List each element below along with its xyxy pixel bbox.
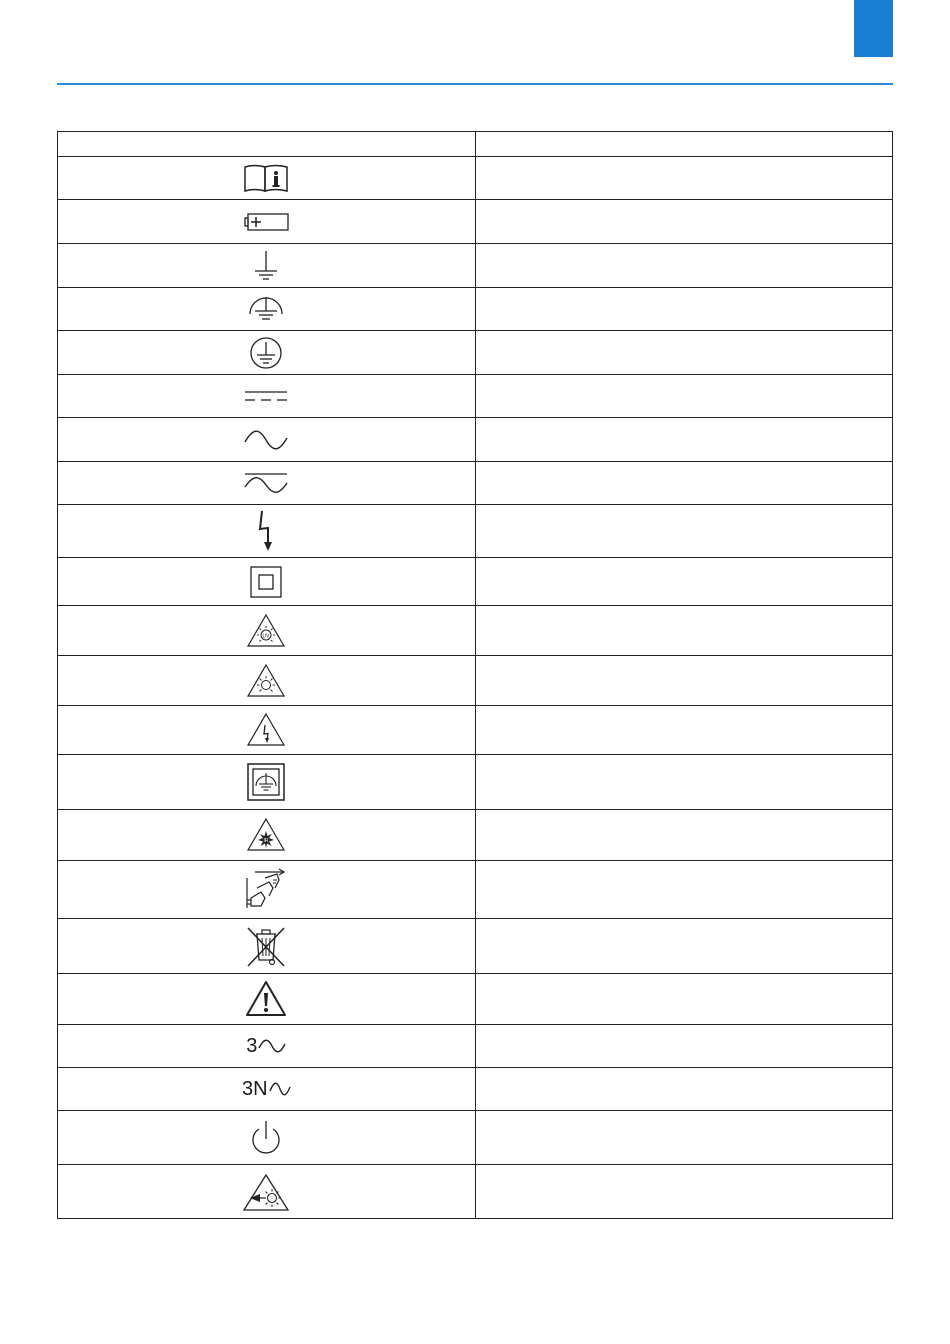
row-description [475,861,893,919]
row-description [475,755,893,810]
grounding-terminal-box-icon [246,762,286,802]
table-row [58,1025,893,1068]
row-description [475,1068,893,1111]
row-description [475,375,893,418]
table-row [58,244,893,288]
three-phase-label: 3 [246,1034,258,1057]
three-phase-ac-icon [246,1035,286,1058]
row-description [475,331,893,375]
table-row [58,375,893,418]
table-row [58,810,893,861]
row-description [475,505,893,558]
table-row [58,861,893,919]
row-description [475,606,893,656]
battery-icon [242,212,290,232]
three-phase-neutral-ac-icon [242,1078,291,1101]
table-row [58,462,893,505]
symbols-table [57,131,893,1219]
svg-text:UV: UV [262,633,270,639]
row-description [475,1165,893,1219]
row-description [475,558,893,606]
ac-wave-icon [258,1038,286,1054]
table-row [58,418,893,462]
row-description [475,288,893,331]
protective-earth-icon [248,335,284,371]
svg-text:IR: IR [263,838,269,844]
table-row [58,505,893,558]
table-row [58,157,893,200]
optical-radiation-warning-icon [246,663,286,699]
table-header-row [58,132,893,157]
table-row [58,331,893,375]
row-description [475,418,893,462]
table-row [58,1068,893,1111]
header-symbol-column [58,132,476,157]
table-row [58,755,893,810]
chapter-tab [854,0,893,57]
table-row [58,656,893,706]
noiseless-earth-icon [247,294,285,324]
row-description [475,706,893,755]
row-description [475,974,893,1025]
dangerous-voltage-bolt-icon [254,509,278,553]
table-row [58,558,893,606]
header-description-column [475,132,893,157]
three-phase-neutral-label: 3N [241,1077,268,1100]
disconnect-plug-icon [243,868,289,912]
manual-info-icon [243,163,289,193]
eye-laser-warning-icon [242,1172,290,1212]
table-row [58,200,893,244]
row-description [475,462,893,505]
ac-dc-current-icon [243,471,289,495]
row-description [475,200,893,244]
row-description [475,1025,893,1068]
alternating-current-icon [243,430,289,450]
row-description [475,656,893,706]
row-description [475,244,893,288]
table-row [58,1165,893,1219]
uv-radiation-warning-icon [246,613,286,649]
table-row [58,974,893,1025]
table-row [58,1111,893,1165]
row-description [475,919,893,974]
electric-shock-warning-icon [246,712,286,748]
weee-crossed-bin-icon [244,924,288,968]
table-row [58,919,893,974]
earth-ground-icon [251,249,281,283]
ac-wave-icon [269,1081,291,1097]
row-description [475,1111,893,1165]
general-warning-icon [244,979,288,1019]
row-description [475,810,893,861]
table-row [58,706,893,755]
direct-current-icon [243,388,289,404]
standby-power-icon [249,1119,283,1157]
table-row [58,288,893,331]
class-ii-double-insulation-icon [249,565,283,599]
header-rule [57,83,893,85]
row-description [475,157,893,200]
table-row [58,606,893,656]
ir-radiation-warning-icon [246,817,286,853]
